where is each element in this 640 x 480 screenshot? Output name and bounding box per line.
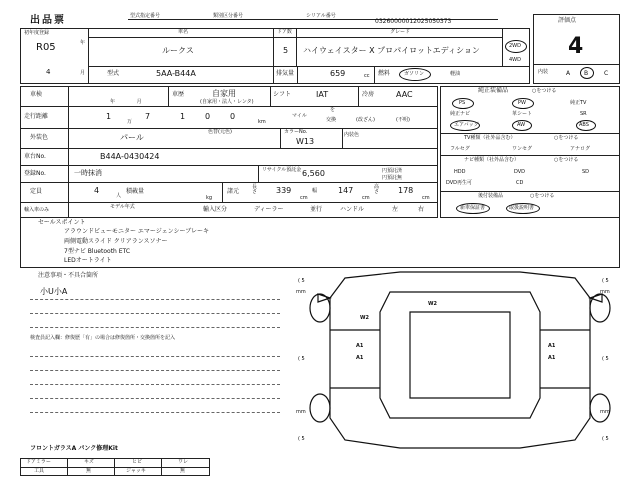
damage-mark-a1-4: A1 [548, 355, 556, 361]
color-no: W13 [296, 137, 315, 146]
navi-sd: SD [582, 169, 590, 175]
handle-left: 左 [392, 206, 399, 213]
equip-pw: PW [518, 100, 526, 106]
svg-text:( 5: ( 5 [298, 356, 305, 362]
handle-right: 右 [418, 206, 425, 213]
height-label: 高さ [374, 184, 380, 195]
svg-text:( 5: ( 5 [602, 356, 609, 362]
equip-sr: SR [580, 111, 587, 117]
recycle-value: 6,560 [302, 169, 325, 178]
svg-text:( 5: ( 5 [298, 278, 305, 284]
drive-4wd: 4WD [509, 57, 521, 63]
import-label: 輸入車のみ [24, 207, 50, 213]
type-value: 自家用 [212, 89, 236, 98]
equipment-note: ○をつける [532, 88, 557, 94]
equipment-title: 純正装備品 [478, 87, 509, 94]
meter-change: 交換 [326, 117, 337, 123]
interior-c: C [604, 70, 609, 77]
sales-point-2: 両側電動スライド クリアランスソナー [64, 238, 168, 245]
equip-abs: ABS [579, 122, 589, 128]
recycle-none: 円預託無 [382, 175, 403, 181]
reg-status: 一時抹消 [74, 169, 102, 177]
kg-unit: kg [206, 195, 213, 201]
fuel-light-oil: 軽油 [450, 71, 461, 77]
mm-unit-4: mm [600, 409, 610, 415]
interior-a: A [566, 70, 571, 77]
cc-unit: cc [364, 73, 370, 79]
recycle-note: 円預託済 [382, 168, 403, 174]
color-change-label: 色替(元色) [208, 129, 232, 135]
width: 147 [338, 186, 354, 195]
svg-text:( 5: ( 5 [298, 436, 305, 442]
reg-month: 4 [46, 68, 51, 76]
footer-value-1: 工具 [34, 468, 45, 474]
fuel-gas: ガソリン [404, 71, 425, 77]
grade: ハイウェイスター X プロパイロットエディション [303, 46, 480, 55]
svg-text:( 5: ( 5 [602, 436, 609, 442]
aircon: AAC [396, 90, 413, 99]
footer-value-2: 無 [86, 468, 92, 474]
width-label: 幅 [312, 188, 318, 194]
inspection-label: 車検 [30, 91, 43, 98]
meter-tamper: (改ざん) [356, 117, 375, 123]
car-name-label: 車名 [178, 29, 189, 35]
class-number-label: 類別区分番号 [213, 13, 244, 19]
windshield-note: フロントガラスA パンク修理Kit [30, 445, 118, 452]
displacement: 659 [330, 69, 346, 78]
interior-color-label: 内装色 [344, 132, 360, 138]
mileage-digit-4: 0 [205, 112, 211, 121]
load-label: 積載量 [126, 188, 145, 195]
mileage-digit-5: 0 [230, 112, 236, 121]
mileage-digit-2: 7 [145, 112, 151, 121]
equip-navi: 純正ナビ [450, 111, 471, 117]
handle-label: ハンドル [340, 206, 365, 213]
navi-hdd: HDD [454, 169, 466, 175]
aftermarket-note: ○をつける [530, 193, 555, 199]
car-name: ルークス [162, 46, 194, 55]
interior-label: 内装 [538, 69, 549, 75]
grade-score-label: 評価点 [558, 17, 577, 24]
drive-2wd: 2WD [509, 43, 521, 49]
navi-cd: CD [516, 180, 524, 186]
model-label: 型式 [107, 70, 120, 77]
sales-points-title: セールスポイント [38, 219, 86, 226]
fuel-label: 燃料 [378, 70, 391, 77]
tv-fullseg: フルセグ [450, 146, 470, 152]
damage-mark-w2-roof: W2 [428, 301, 437, 307]
km-unit: km [258, 119, 266, 125]
parallel: 並行 [310, 206, 323, 213]
model-code: 5AA-B44A [156, 69, 196, 78]
length-cm: cm [300, 195, 308, 201]
usage-note: (自家用・法人・レンタ) [200, 99, 254, 105]
color-no-label: カラーNo. [284, 129, 308, 135]
warranty-doc: 新車保証書 [460, 205, 486, 211]
footer-label-4: ワレ [178, 459, 189, 465]
sales-point-4: LEDオートライト [64, 257, 112, 264]
tv-type-label: TV種類（社外品含む） [464, 135, 516, 141]
dvd-play: DVD再生可 [446, 180, 473, 186]
length: 339 [276, 186, 292, 195]
aftermarket-label: 後付装備品 [478, 193, 504, 199]
damage-mark-w2-left: W2 [360, 315, 369, 321]
meter-unknown: (不明) [396, 117, 410, 123]
model-year-label: モデル年式 [110, 204, 135, 210]
first-reg-label: 初年度登録 [24, 30, 50, 36]
type-label: 車歴 [172, 91, 185, 98]
recycle-label: リサイクル預託金 [262, 167, 302, 173]
month-unit: 月 [80, 70, 86, 76]
inspection-year-month: 年 月 [110, 99, 142, 105]
form-number-label: 型式指定番号 [130, 13, 161, 19]
year-unit: 年 [80, 40, 86, 46]
damage-mark-a1-2: A1 [356, 355, 364, 361]
car-damage-diagram [290, 268, 630, 456]
interior-b: B [584, 70, 589, 77]
length-label: 長さ [252, 184, 258, 195]
aircon-label: 冷房 [362, 91, 375, 98]
doors: 5 [283, 46, 289, 55]
notes-title: 注意事項・不具合箇所 [38, 272, 99, 279]
mileage-digit-1: 1 [106, 112, 112, 121]
tv-oneseg: ワンセグ [512, 146, 533, 152]
equip-airbag: エアバッグ [454, 122, 479, 128]
exterior-color-label: 外装色 [30, 134, 49, 141]
equip-tv: 純正TV [570, 100, 587, 106]
mileage-label: 走行距離 [24, 113, 49, 120]
shift: IAT [316, 90, 329, 99]
capacity: 4 [94, 186, 100, 195]
reg-no-label: 登録No. [24, 170, 46, 177]
equip-aw: AW [517, 122, 526, 128]
grade-score: 4 [568, 34, 584, 59]
footer-label-3: ヒビ [132, 459, 143, 465]
chassis-label: 車台No. [24, 153, 46, 160]
damage-mark-a1-3: A1 [548, 343, 556, 349]
import-type-label: 輸入区分 [203, 206, 228, 213]
shift-label: シフト [273, 91, 292, 98]
dims-label: 諸元 [227, 188, 240, 195]
serial-label: シリアル番号 [306, 13, 336, 19]
height-cm: cm [422, 195, 430, 201]
footer-label-2: キズ [84, 459, 94, 465]
displacement-label: 排気量 [276, 70, 295, 77]
notes-content: 小U小A [40, 287, 68, 296]
damage-mark-a1-1: A1 [356, 343, 364, 349]
exterior-color: パール [120, 133, 144, 142]
dealer: ディーラー [254, 206, 284, 213]
equip-ps: PS [459, 100, 466, 106]
persons-unit: 人 [116, 193, 122, 199]
inspector-title: 検査員記入欄：修復歴「有」の場合は修復箇所・交換箇所を記入 [30, 335, 176, 341]
mm-unit-2: mm [600, 289, 610, 295]
model-year: R05 [36, 42, 56, 53]
grade-label: グレード [390, 29, 411, 35]
footer-value-3: ジャッキ [126, 468, 146, 474]
svg-text:( 5: ( 5 [602, 278, 609, 284]
meter-label: を [330, 107, 336, 113]
capacity-label: 定員 [30, 188, 43, 195]
sales-point-3: 7型ナビ Bluetooth ETC [64, 248, 131, 255]
doors-label: ドア数 [277, 29, 292, 35]
navi-dvd: DVD [514, 169, 526, 175]
mm-unit-3: mm [296, 409, 306, 415]
chassis-no: B44A-0430424 [100, 152, 160, 161]
man-unit: 万 [127, 119, 133, 125]
tv-type-note: ○をつける [554, 135, 579, 141]
footer-value-4: 無 [180, 468, 186, 474]
navi-type-label: ナビ種類（社外品含む） [464, 157, 520, 163]
sales-point-1: アラウンドビューモニター エマージェンシーブレーキ [64, 228, 209, 235]
tv-analog: アナログ [570, 146, 591, 152]
mileage-digit-3: 1 [180, 112, 186, 121]
mile-label: マイル [292, 113, 307, 119]
mm-unit-1: mm [296, 289, 306, 295]
owner-manual: 取扱説明書 [509, 205, 535, 211]
width-cm: cm [362, 195, 370, 201]
navi-type-note: ○をつける [554, 157, 579, 163]
equip-leather: 革シート [512, 111, 533, 117]
serial-number: 032600000120250503​73 [375, 18, 452, 25]
form-title: 出品票 [30, 15, 66, 26]
footer-label-1: ドアミラー [26, 459, 51, 465]
height: 178 [398, 186, 414, 195]
